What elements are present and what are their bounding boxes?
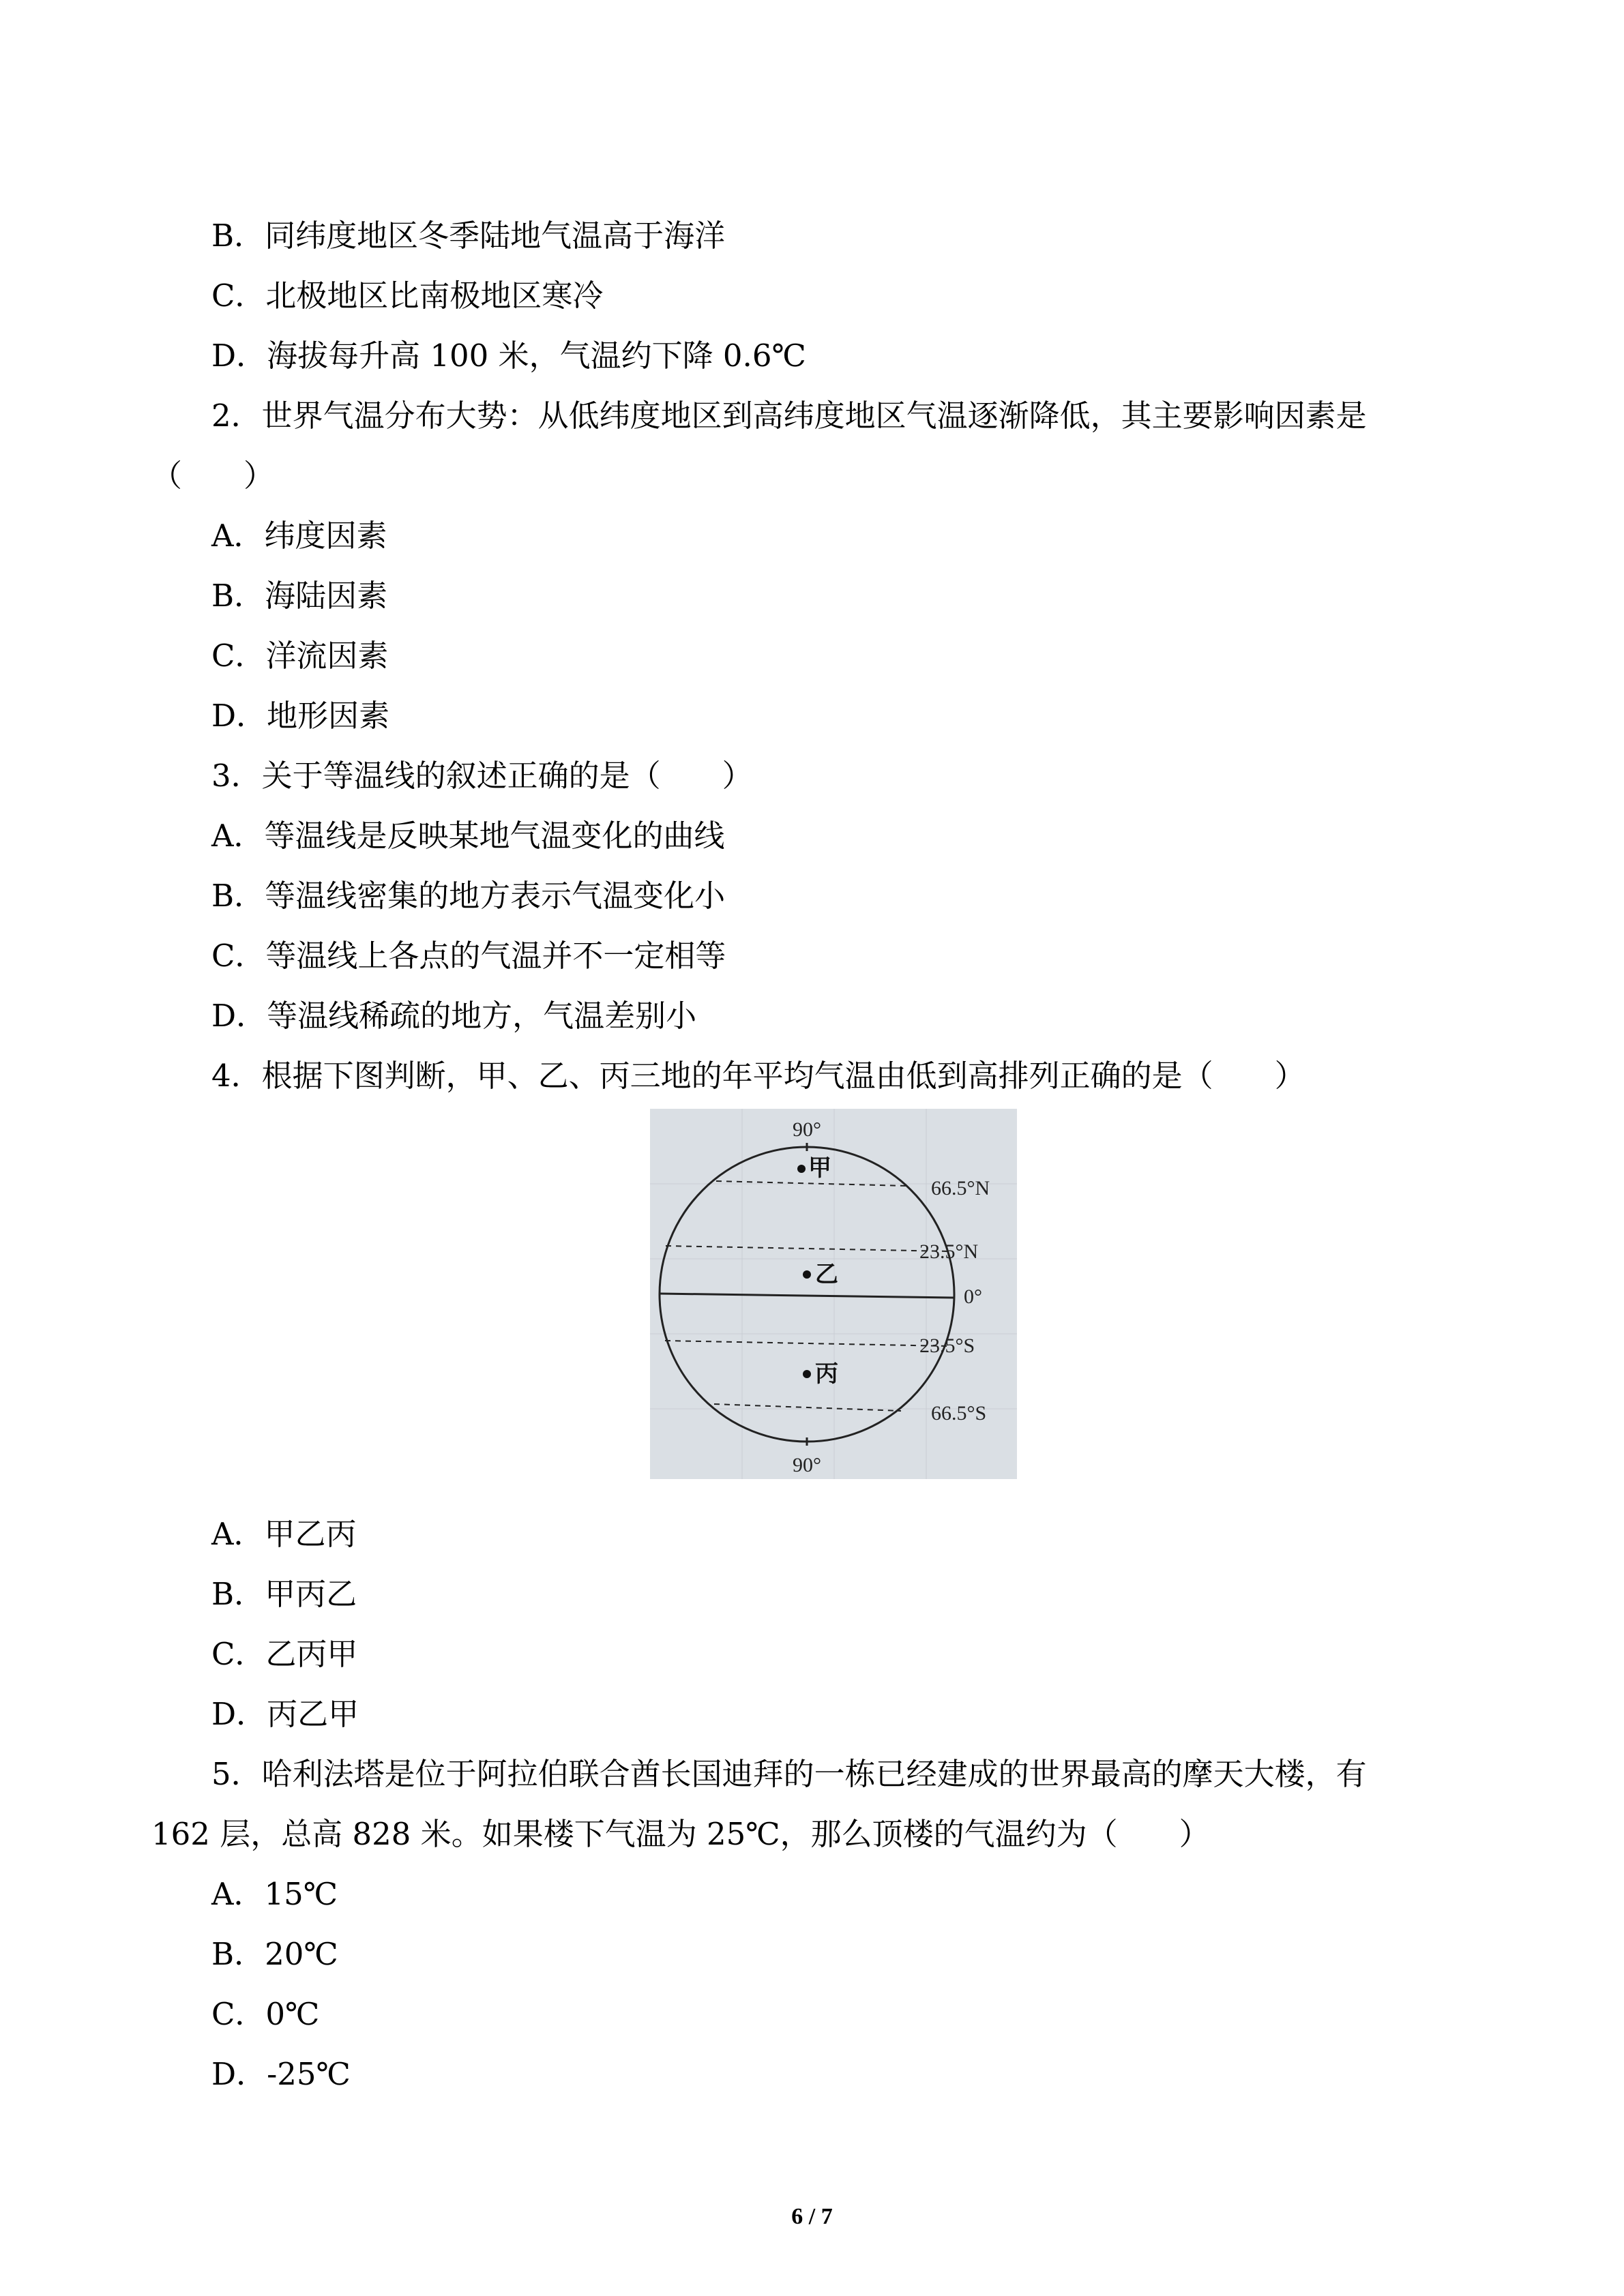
q2-option-b: B．海陆因素 [211,578,388,614]
q4-option-d: D．丙乙甲 [211,1696,359,1732]
q3-option-d: D．等温线稀疏的地方，气温差别小 [211,998,697,1034]
q1-option-b: B．同纬度地区冬季陆地气温高于海洋 [211,218,726,254]
north-pole-label: 90° [793,1118,821,1141]
equator-line [660,1294,954,1298]
q3-option-c: C．等温线上各点的气温并不一定相等 [211,938,726,974]
point-bing-dot [803,1370,811,1378]
q4-option-c: C．乙丙甲 [211,1636,358,1672]
q2-stem-line1: 2．世界气温分布大势：从低纬度地区到高纬度地区气温逐渐降低，其主要影响因素是 [211,398,1367,434]
q5-option-b: B．20℃ [211,1936,338,1972]
south-pole-label: 90° [793,1454,821,1476]
q4-option-b: B．甲丙乙 [211,1576,357,1612]
lat-label-66s: 66.5°S [931,1402,987,1425]
globe-diagram [650,1109,1017,1479]
point-jia-dot [797,1165,806,1173]
point-bing-label: 丙 [815,1360,838,1388]
q4-option-a: A．甲乙丙 [211,1516,357,1552]
q1-option-d: D．海拔每升高 100 米，气温约下降 0.6℃ [211,338,806,374]
q5-option-a: A．15℃ [211,1876,338,1912]
q4-stem: 4．根据下图判断，甲、乙、丙三地的年平均气温由低到高排列正确的是（ ） [211,1058,1305,1094]
q3-stem: 3．关于等温线的叙述正确的是（ ） [211,758,753,794]
tropic-of-cancer-line [666,1246,949,1251]
q5-option-d: D．-25℃ [211,2056,351,2092]
lat-label-66n: 66.5°N [931,1177,990,1199]
lat-label-23n: 23.5°N [919,1240,979,1263]
point-yi-label: 乙 [815,1261,838,1288]
q2-option-a: A．纬度因素 [211,518,387,554]
point-yi-dot [803,1270,811,1279]
q1-option-c: C．北极地区比南极地区寒冷 [211,278,604,314]
point-jia-label: 甲 [808,1154,831,1182]
globe-latitude-figure [650,1109,1017,1479]
q5-option-c: C．0℃ [211,1996,320,2032]
q5-stem-line2: 162 层，总高 828 米。如果楼下气温为 25℃，那么顶楼的气温约为（ ） [151,1816,1210,1852]
q2-option-c: C．洋流因素 [211,638,389,674]
tropic-of-capricorn-line [665,1341,949,1346]
q5-stem-line1: 5．哈利法塔是位于阿拉伯联合酋长国迪拜的一栋已经建成的世界最高的摩天大楼，有 [211,1756,1367,1792]
lat-label-equator: 0° [964,1285,982,1308]
page-number: 6 / 7 [791,2204,833,2229]
lat-label-23s: 23.5°S [919,1335,975,1357]
q2-option-d: D．地形因素 [211,698,390,734]
q2-stem-line2: （ ） [151,458,275,494]
q3-option-b: B．等温线密集的地方表示气温变化小 [211,878,726,914]
q3-option-a: A．等温线是反映某地气温变化的曲线 [211,818,725,854]
